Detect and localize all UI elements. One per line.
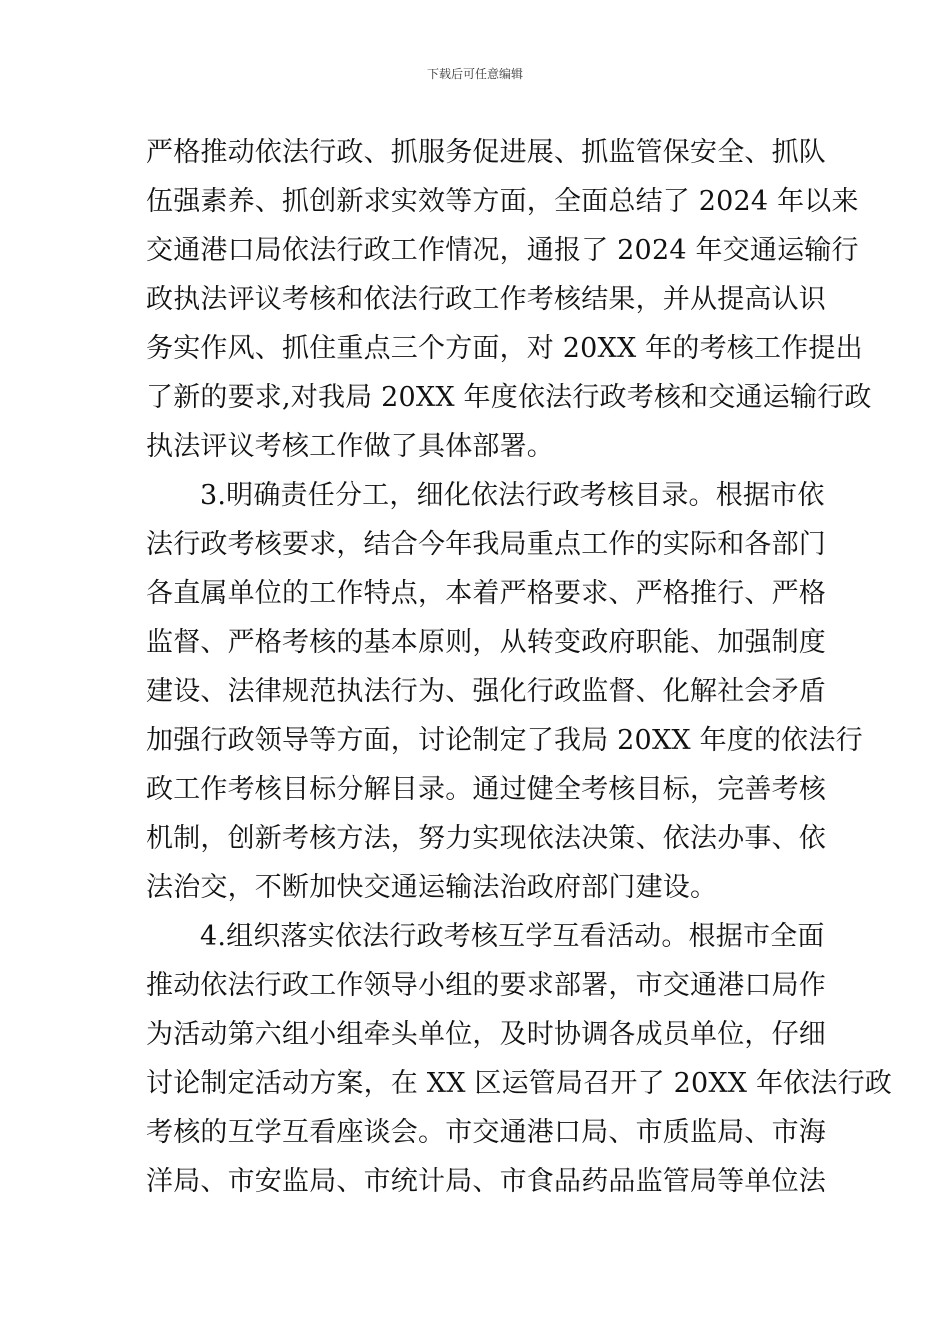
- text-line: 各直属单位的工作特点，本着严格要求、严格推行、严格: [146, 578, 826, 609]
- text-line: 洋局、市安监局、市统计局、市食品药品监管局等单位法: [146, 1166, 826, 1197]
- text-line: 为活动第六组小组牵头单位，及时协调各成员单位，仔细: [146, 1019, 826, 1050]
- text-line: 伍强素养、抓创新求实效等方面，全面总结了 2024 年以来: [146, 186, 859, 217]
- page-header-note: 下载后可任意编辑: [426, 67, 523, 81]
- text-line: 严格推动依法行政、抓服务促进展、抓监管保安全、抓队: [146, 137, 826, 168]
- document-body: [146, 128, 892, 1206]
- text-line: 机制，创新考核方法，努力实现依法决策、依法办事、依: [146, 823, 826, 854]
- paragraph-start-line: 3.明确责任分工，细化依法行政考核目录。根据市依: [200, 480, 825, 511]
- text-line: 讨论制定活动方案，在 XX 区运管局召开了 20XX 年依法行政: [146, 1068, 892, 1099]
- text-line: 交通港口局依法行政工作情况，通报了 2024 年交通运输行: [146, 235, 859, 266]
- text-line: 监督、严格考核的基本原则，从转变政府职能、加强制度: [146, 627, 826, 658]
- text-line: 执法评议考核工作做了具体部署。: [146, 431, 554, 462]
- text-line: 考核的互学互看座谈会。市交通港口局、市质监局、市海: [146, 1117, 826, 1148]
- text-line: 了新的要求,对我局 20XX 年度依法行政考核和交通运输行政: [146, 382, 872, 413]
- text-line: 建设、法律规范执法行为、强化行政监督、化解社会矛盾: [146, 676, 826, 707]
- text-line: 加强行政领导等方面，讨论制定了我局 20XX 年度的依法行: [146, 725, 863, 756]
- text-line: 务实作风、抓住重点三个方面，对 20XX 年的考核工作提出: [146, 333, 863, 364]
- text-line: 政执法评议考核和依法行政工作考核结果，并从提高认识: [146, 284, 826, 315]
- text-line: 法治交，不断加快交通运输法治政府部门建设。: [146, 872, 718, 903]
- text-line: 政工作考核目标分解目录。通过健全考核目标，完善考核: [146, 774, 826, 805]
- paragraph-start-line: 4.组织落实依法行政考核互学互看活动。根据市全面: [200, 921, 825, 952]
- text-line: 法行政考核要求，结合今年我局重点工作的实际和各部门: [146, 529, 826, 560]
- text-line: 推动依法行政工作领导小组的要求部署，市交通港口局作: [146, 970, 826, 1001]
